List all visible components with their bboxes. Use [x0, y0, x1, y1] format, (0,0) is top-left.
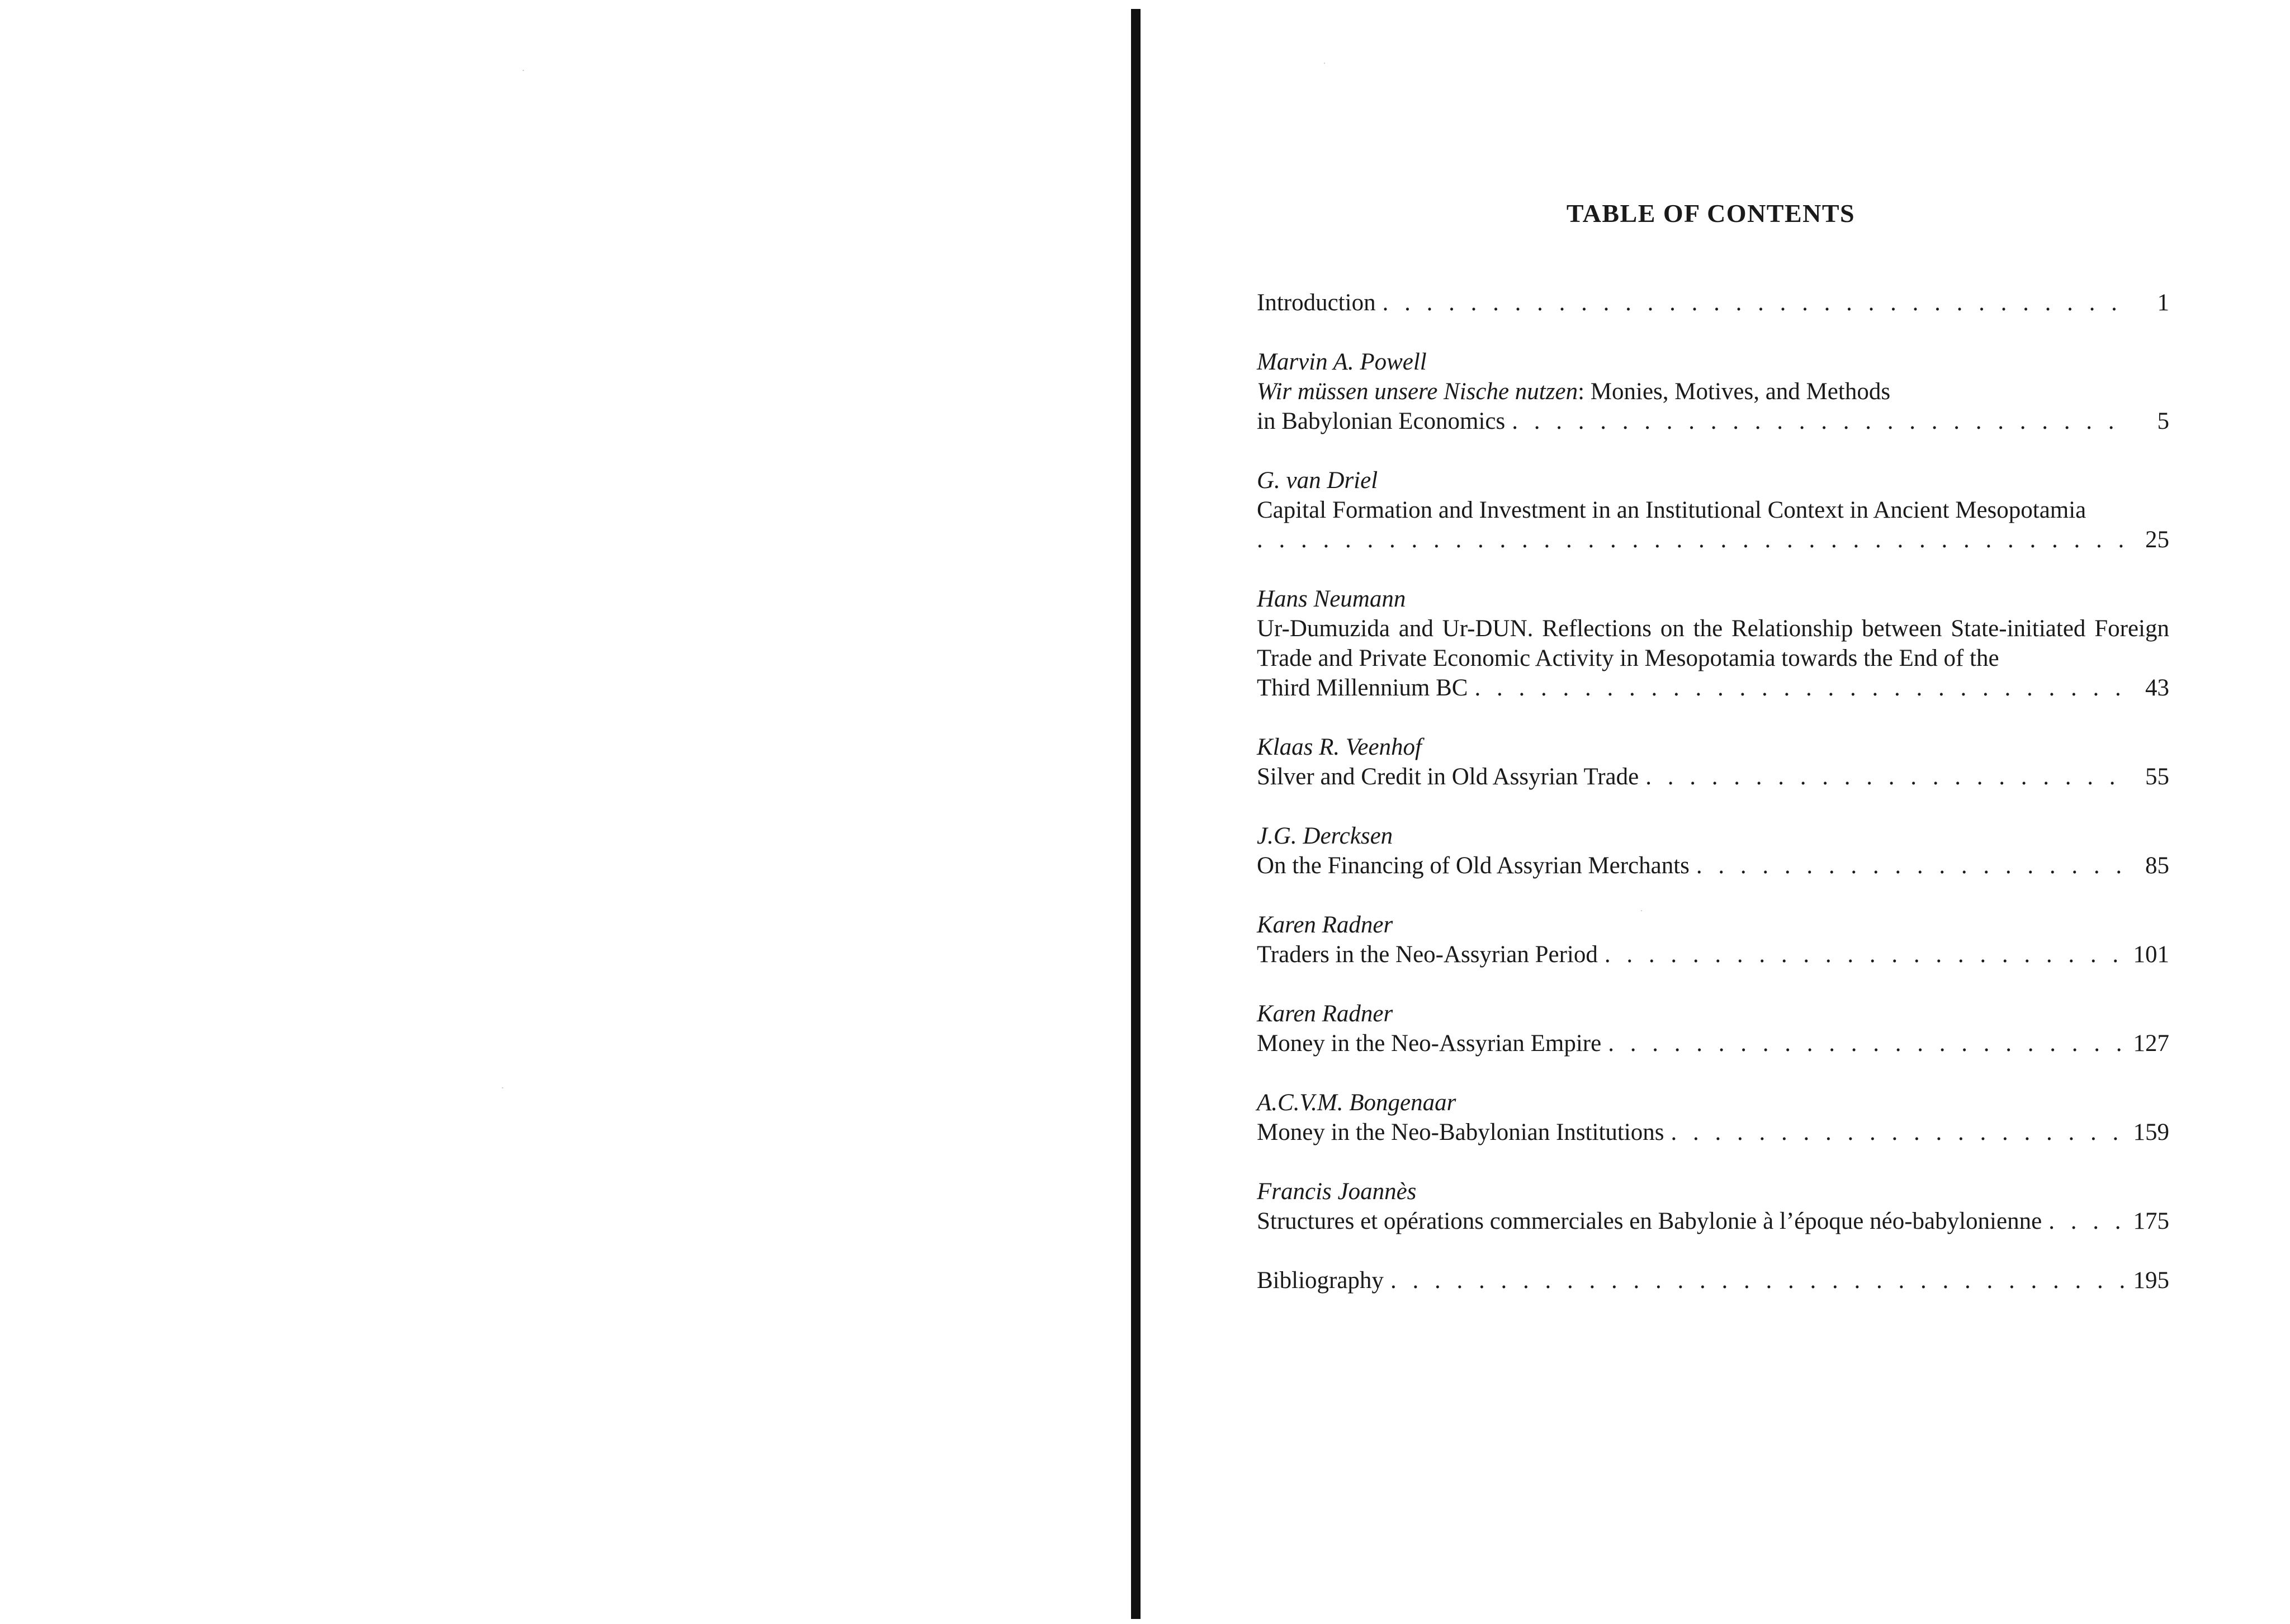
dot-leader — [1474, 673, 2129, 703]
entry-title: Third Millennium BC — [1257, 675, 1468, 701]
toc-line — [1257, 1118, 2169, 1147]
entry-author: Karen Radner — [1257, 1001, 1393, 1027]
page-number: 159 — [2133, 1119, 2169, 1145]
entry-title-italic: Wir müssen unsere Nische nutzen — [1257, 378, 1578, 405]
dot-leader — [2048, 1206, 2126, 1236]
entry-title: Structures et opérations commerciales en Babylonie à l’époque néo-babylonienne — [1257, 1208, 2042, 1234]
toc-entry-powell[interactable] — [1257, 347, 2169, 436]
toc-line — [1257, 940, 2169, 969]
entry-author: Marvin A. Powell — [1257, 349, 1427, 375]
dot-leader — [1390, 1266, 2127, 1295]
toc-line — [1257, 851, 2169, 880]
entry-author: Klaas R. Veenhof — [1257, 734, 1422, 760]
entry-author: Karen Radner — [1257, 912, 1393, 938]
toc-line — [1257, 673, 2169, 703]
page-number: 195 — [2133, 1267, 2169, 1294]
entry-author: G. van Driel — [1257, 467, 1378, 494]
toc-entry-dercksen[interactable] — [1257, 821, 2169, 880]
page-number: 127 — [2133, 1030, 2169, 1057]
entry-title: Introduction — [1257, 290, 1376, 316]
entry-author: Hans Neumann — [1257, 586, 1406, 612]
dot-leader — [1671, 1118, 2127, 1147]
entry-title-line: Capital Formation and Investment in an Institutional Context in Ancient Mesopotamia — [1257, 497, 2086, 523]
entry-title-line — [1257, 377, 2169, 406]
toc-line — [1257, 406, 2169, 436]
entry-title: Silver and Credit in Old Assyrian Trade — [1257, 764, 1639, 790]
page-number: 5 — [2157, 408, 2169, 434]
toc-line — [1257, 1029, 2169, 1058]
page-number: 101 — [2133, 941, 2169, 968]
entry-title: Money in the Neo-Assyrian Empire — [1257, 1030, 1602, 1057]
dot-leader — [1512, 406, 2129, 436]
page-number: 43 — [2145, 675, 2169, 701]
entry-title-rest: : Monies, Motives, and Methods — [1578, 378, 1891, 405]
entry-title: in Babylonian Economics — [1257, 408, 1506, 434]
table-of-contents — [1257, 288, 2169, 1325]
page-number: 85 — [2145, 853, 2169, 879]
blank-left-page — [0, 0, 1129, 1624]
toc-entry-introduction[interactable] — [1257, 288, 2169, 318]
toc-entry-radner-money[interactable] — [1257, 999, 2169, 1058]
dot-leader — [1383, 288, 2129, 318]
scan-speck — [502, 1087, 503, 1088]
toc-line — [1257, 525, 2169, 555]
toc-line — [1257, 762, 2169, 792]
toc-entry-van-driel[interactable] — [1257, 466, 2169, 555]
dot-leader — [1605, 940, 2127, 969]
entry-title: Money in the Neo-Babylonian Institutions — [1257, 1119, 1664, 1145]
toc-line — [1257, 288, 2169, 318]
entry-author: J.G. Dercksen — [1257, 823, 1393, 849]
toc-entry-bibliography[interactable] — [1257, 1266, 2169, 1295]
toc-entry-neumann[interactable] — [1257, 584, 2169, 703]
toc-entry-radner-traders[interactable] — [1257, 910, 2169, 969]
toc-entry-joannes[interactable] — [1257, 1177, 2169, 1236]
toc-entry-veenhof[interactable] — [1257, 732, 2169, 792]
dot-leader — [1696, 851, 2129, 880]
page-number: 55 — [2145, 764, 2169, 790]
book-gutter — [1131, 9, 1141, 1619]
toc-entry-bongenaar[interactable] — [1257, 1088, 2169, 1147]
entry-title: On the Financing of Old Assyrian Merchants — [1257, 853, 1690, 879]
page-number: 175 — [2133, 1208, 2169, 1234]
page-title: TABLE OF CONTENTS — [1566, 199, 1856, 228]
scan-speck — [1324, 63, 1325, 64]
scan-speck — [523, 70, 524, 71]
toc-line — [1257, 1206, 2169, 1236]
dot-leader — [1645, 762, 2129, 792]
entry-author: Francis Joannès — [1257, 1178, 1417, 1205]
entry-title: Bibliography — [1257, 1267, 1384, 1294]
entry-title-paragraph: Ur-Dumuzida and Ur-DUN. Reflections on the Relationship between State-initiated Foreign Trade and Private Economic Activity in Mesopotamia towards the End of the — [1257, 615, 2169, 671]
toc-line — [1257, 1266, 2169, 1295]
entry-title: Traders in the Neo-Assyrian Period — [1257, 941, 1598, 968]
dot-leader — [1257, 525, 2129, 555]
dot-leader — [1608, 1029, 2126, 1058]
page-number: 1 — [2157, 290, 2169, 316]
entry-author: A.C.V.M. Bongenaar — [1257, 1090, 1456, 1116]
page-number: 25 — [2145, 527, 2169, 553]
